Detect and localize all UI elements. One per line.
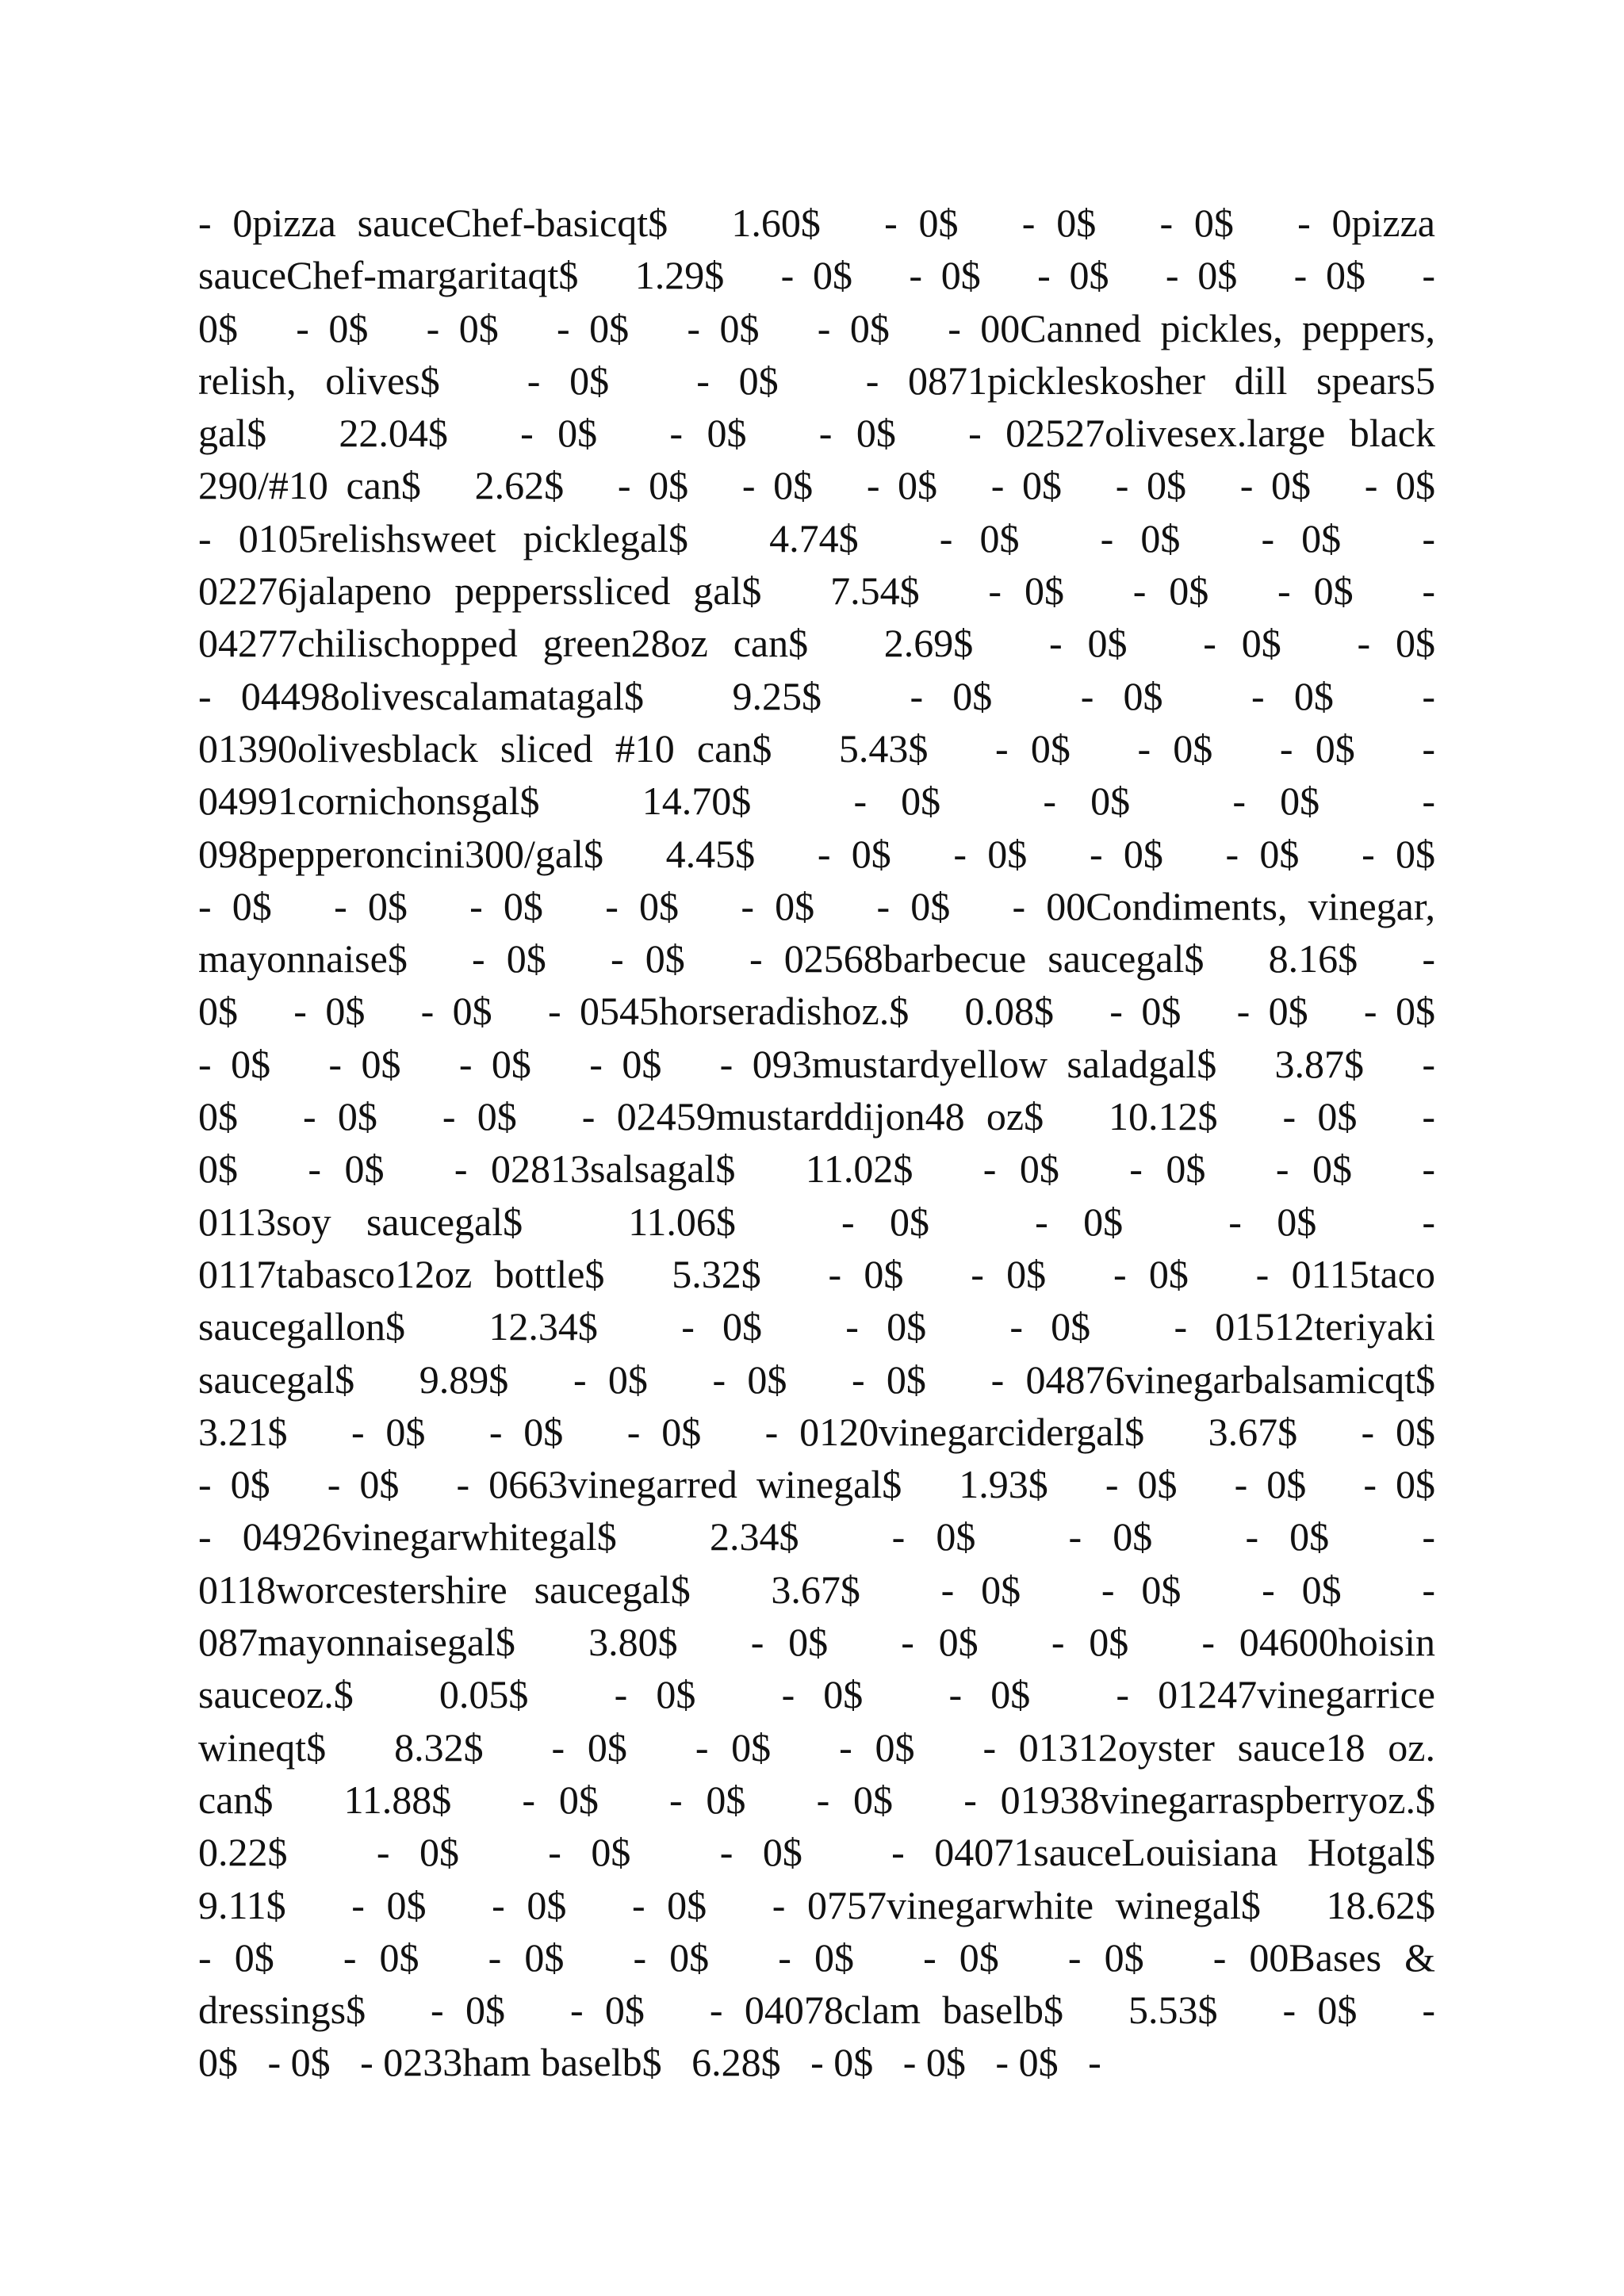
text-line: 0113soy saucegal$ 11.06$ - 0$ - 0$ - 0$ -	[198, 1199, 1435, 1244]
text-line: 0$ - 0$ - 0$ - 0$ - 0$ - 0$ - 00Canned pickles, peppers,	[198, 305, 1435, 350]
text-line: 01390olivesblack sliced #10 can$ 5.43$ - 0$ - 0$ - 0$ -	[198, 725, 1435, 771]
text-line: wineqt$ 8.32$ - 0$ - 0$ - 0$ - 01312oyster sauce18 oz.	[198, 1724, 1435, 1770]
text-line: - 0pizza sauceChef-basicqt$ 1.60$ - 0$ - 0$ - 0$ - 0pizza	[198, 201, 1435, 245]
text-line: - 0$ - 0$ - 0$ - 0$ - 0$ - 0$ - 0$ - 00Bases &	[198, 1934, 1435, 1980]
text-line: 04991cornichonsgal$ 14.70$ - 0$ - 0$ - 0$ -	[198, 779, 1435, 824]
document-text-body	[198, 197, 1435, 2089]
text-line: sauceoz.$ 0.05$ - 0$ - 0$ - 0$ - 01247vinegarrice	[198, 1672, 1435, 1717]
text-line: - 04498olivescalamatagal$ 9.25$ - 0$ - 0$ - 0$ -	[198, 673, 1435, 718]
text-line: 0.22$ - 0$ - 0$ - 0$ - 04071sauceLouisiana Hotgal$	[198, 1830, 1435, 1875]
text-line: dressings$ - 0$ - 0$ - 04078clam baselb$ 5.53$ - 0$ -	[198, 1988, 1435, 2033]
text-line: 0118worcestershire saucegal$ 3.67$ - 0$ - 0$ - 0$ -	[198, 1567, 1435, 1612]
text-line: 3.21$ - 0$ - 0$ - 0$ - 0120vinegarcidergal$ 3.67$ - 0$	[198, 1409, 1435, 1454]
text-line: 0117tabasco12oz bottle$ 5.32$ - 0$ - 0$ - 0$ - 0115taco	[198, 1251, 1435, 1296]
text-line: - 0$ - 0$ - 0$ - 0$ - 093mustardyellow saladgal$ 3.87$ -	[198, 1041, 1435, 1086]
text-line: 02276jalapeno pepperssliced gal$ 7.54$ - 0$ - 0$ - 0$ -	[198, 568, 1435, 614]
text-line: 0$ - 0$ - 0$ - 02459mustarddijon48 oz$ 10.12$ - 0$ -	[198, 1094, 1435, 1139]
text-line: 9.11$ - 0$ - 0$ - 0$ - 0757vinegarwhite winegal$ 18.62$	[198, 1882, 1435, 1927]
text-line: relish, olives$ - 0$ - 0$ - 0871pickleskosher dill spears5	[198, 358, 1435, 403]
text-line: can$ 11.88$ - 0$ - 0$ - 0$ - 01938vinegarraspberryoz.$	[198, 1777, 1435, 1822]
text-line: 0$ - 0$ - 0$ - 0545horseradishoz.$ 0.08$ - 0$ - 0$ - 0$	[198, 989, 1435, 1034]
text-line: 290/#10 can$ 2.62$ - 0$ - 0$ - 0$ - 0$ - 0$ - 0$ - 0$	[198, 463, 1435, 508]
text-line: - 0$ - 0$ - 0663vinegarred winegal$ 1.93$ - 0$ - 0$ - 0$	[198, 1462, 1435, 1507]
text-line: saucegallon$ 12.34$ - 0$ - 0$ - 0$ - 01512teriyaki	[198, 1304, 1435, 1349]
text-line: mayonnaise$ - 0$ - 0$ - 02568barbecue saucegal$ 8.16$ -	[198, 936, 1435, 982]
text-line: gal$ 22.04$ - 0$ - 0$ - 0$ - 02527olivesex.large black	[198, 411, 1435, 456]
text-line: 0$ - 0$ - 02813salsagal$ 11.02$ - 0$ - 0$ - 0$ -	[198, 1146, 1435, 1192]
text-line: - 0$ - 0$ - 0$ - 0$ - 0$ - 0$ - 00Condiments, vinegar,	[198, 883, 1435, 928]
text-line: 087mayonnaisegal$ 3.80$ - 0$ - 0$ - 0$ - 04600hoisin	[198, 1620, 1435, 1665]
text-line: saucegal$ 9.89$ - 0$ - 0$ - 0$ - 04876vinegarbalsamicqt$	[198, 1357, 1435, 1402]
text-line: sauceChef-margaritaqt$ 1.29$ - 0$ - 0$ - 0$ - 0$ - 0$ -	[198, 253, 1435, 298]
text-line: 0$ - 0$ - 0233ham baselb$ 6.28$ - 0$ - 0$ - 0$ -	[198, 2040, 1101, 2085]
text-line: 098pepperoncini300/gal$ 4.45$ - 0$ - 0$ - 0$ - 0$ - 0$	[198, 831, 1435, 876]
text-line: - 0105relishsweet picklegal$ 4.74$ - 0$ - 0$ - 0$ -	[198, 515, 1435, 561]
text-line: 04277chilischopped green28oz can$ 2.69$ - 0$ - 0$ - 0$	[198, 621, 1435, 666]
text-line: - 04926vinegarwhitegal$ 2.34$ - 0$ - 0$ - 0$ -	[198, 1514, 1435, 1559]
